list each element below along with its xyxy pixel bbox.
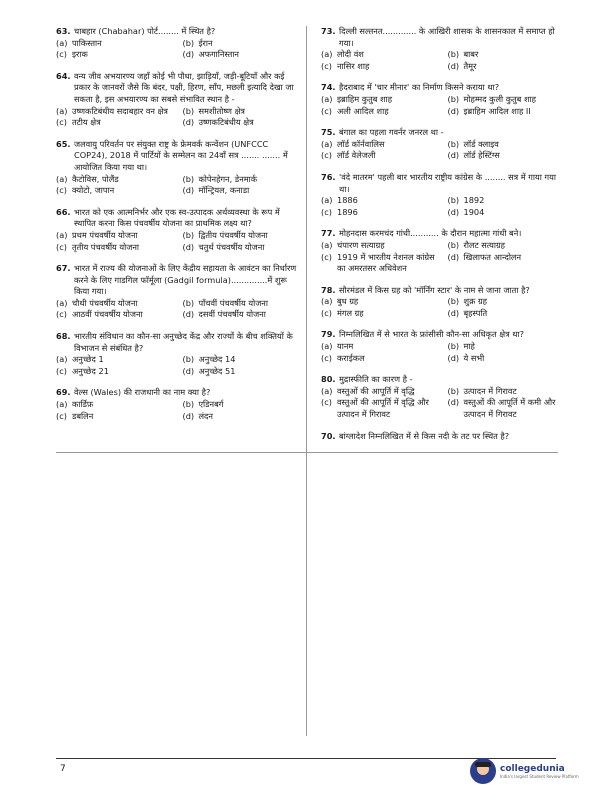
option-text: मंगल ग्रह: [337, 307, 364, 318]
option-letter: (b): [182, 229, 195, 240]
option-item: [448, 397, 569, 420]
option-text: 1919 में भारतीय नेशनल कांग्रेस का अमरतसर अधिवेशन: [337, 251, 435, 274]
option-letter: (b): [182, 297, 195, 308]
question-text: हैदराबाद में 'चार मीनार' का निर्माण किसने कराया था?: [339, 82, 500, 93]
option-letter: (a): [321, 385, 333, 396]
option-letter: (a): [56, 229, 68, 240]
question-text: निम्नलिखित में से भारत के फ्रांसीसी कौन-सा अधिकृत क्षेत्र था?: [339, 329, 524, 340]
option-item: [183, 309, 304, 321]
option-text: अनुच्छेद 1: [72, 354, 104, 365]
option-letter: (d): [182, 49, 195, 60]
option-letter: (c): [56, 309, 67, 320]
option-letter: (b): [447, 239, 460, 250]
option-text: बाबर: [463, 49, 479, 60]
options-grid: [321, 195, 568, 218]
option-text: शुक्र ग्रह: [463, 296, 487, 307]
option-text: चौथी पंचवर्षीय योजना: [72, 297, 138, 308]
options-grid: [321, 296, 568, 319]
question-text: दिल्ली सल्तनत............. के आखिरी शासक के शासनकाल में समाप्त हो गया।: [339, 26, 555, 48]
option-letter: (b): [447, 341, 460, 352]
question-number: 68.: [56, 331, 71, 342]
option-letter: (d): [447, 251, 460, 262]
option-letter: (a): [321, 341, 333, 352]
question-text: मुद्रास्फीति का कारण है -: [339, 374, 413, 385]
brand-tagline: India's largest Student Review Platform: [500, 773, 579, 779]
option-text: उष्णकटिबंधीय सदाबहार वन क्षेत्र: [72, 105, 168, 116]
option-text: लंदन: [198, 410, 213, 421]
option-letter: (d): [447, 307, 460, 318]
option-text: लोदी वंश: [337, 49, 364, 60]
option-text: अफगानिस्तान: [198, 49, 239, 60]
option-item: [321, 341, 442, 353]
question-text: चाबहार (Chabahar) पोर्ट........ में स्थित है?: [74, 26, 216, 36]
option-text: उष्णकटिबंधीय क्षेत्र: [198, 117, 254, 128]
option-letter: (c): [56, 241, 67, 252]
options-grid: [56, 38, 303, 61]
option-item: [56, 49, 177, 61]
option-text: उत्पादन में गिरावट: [463, 385, 517, 396]
question-page: [56, 26, 568, 756]
option-item: [56, 354, 177, 366]
option-letter: (b): [182, 399, 195, 410]
option-item: [321, 139, 442, 151]
option-text: इब्राहिम कुतुब शाह: [337, 93, 393, 104]
option-letter: (c): [321, 397, 332, 408]
option-item: [321, 94, 442, 106]
question-item: [321, 374, 568, 420]
option-letter: (a): [56, 105, 68, 116]
option-item: [321, 240, 442, 252]
option-text: पाकिस्तान: [72, 37, 102, 48]
question-text: मोहनदास करमचंद गांधी........... के दौरान महात्मा गांधी बने।: [339, 228, 522, 239]
option-letter: (b): [447, 195, 460, 206]
question-number: 75.: [321, 127, 336, 138]
option-item: [448, 150, 569, 162]
option-text: लॉर्ड वेलेजली: [337, 150, 376, 161]
option-text: दसवीं पंचवर्षीय योजना: [198, 309, 266, 320]
question-number: 63.: [56, 26, 71, 36]
option-letter: (d): [447, 397, 460, 408]
left-column: [56, 26, 303, 432]
option-item: [448, 341, 569, 353]
question-number: 80.: [321, 374, 336, 385]
option-item: [321, 308, 442, 320]
option-item: [183, 298, 304, 310]
option-item: [448, 195, 569, 207]
option-item: [183, 106, 304, 118]
question-item: [56, 26, 303, 61]
option-text: यानम: [337, 341, 354, 352]
option-letter: (a): [56, 354, 68, 365]
options-grid: [321, 386, 568, 421]
option-item: [56, 309, 177, 321]
option-item: [183, 185, 304, 197]
question-number: 67.: [56, 263, 71, 274]
brand-name: collegedunia: [500, 763, 565, 774]
option-letter: (a): [321, 239, 333, 250]
option-text: मॉन्ट्रियल, कनाडा: [198, 185, 250, 196]
option-item: [321, 252, 442, 275]
option-item: [448, 49, 569, 61]
option-text: रौलट सत्याग्रह: [463, 239, 505, 250]
option-letter: (b): [182, 105, 195, 116]
option-text: अनुच्छेद 51: [198, 365, 236, 376]
options-grid: [321, 341, 568, 364]
option-item: [183, 411, 304, 423]
option-item: [56, 366, 177, 378]
option-letter: (c): [321, 352, 332, 363]
option-letter: (d): [182, 309, 195, 320]
option-text: इब्राहिम आदिल शाह II: [463, 105, 531, 116]
question-text: 'वंदे मातरम' पहली बार भारतीय राष्ट्रीय कांग्रेस के ........ सत्र में गाया गया था।: [339, 171, 556, 194]
option-text: तटीय क्षेत्र: [72, 117, 101, 128]
option-text: लॉर्ड कॉर्नवालिस: [337, 138, 385, 149]
option-text: कार्डिफ़: [72, 399, 94, 410]
option-letter: (b): [447, 385, 460, 396]
option-letter: (d): [447, 150, 460, 161]
option-text: बृहस्पति: [463, 307, 488, 318]
question-text: भारत में राज्य की योजनाओं के लिए केंद्रीय सहायता के आवंटन का निर्धारण करने के लिए गाडगिल फॉर्मूला (Gadgil formula)..............में शुरू किया गया।: [74, 263, 297, 297]
question-item: [321, 127, 568, 162]
option-letter: (d): [182, 365, 195, 376]
option-letter: (b): [447, 49, 460, 60]
option-letter: (c): [56, 117, 67, 128]
option-letter: (d): [447, 206, 460, 217]
option-text: मोहम्मद कुली कुतुब शाह: [463, 93, 536, 104]
option-letter: (b): [182, 37, 195, 48]
option-text: अनुच्छेद 21: [72, 365, 109, 376]
question-text: भारतीय संविधान का कौन-सा अनुच्छेद केंद्र और राज्यों के बीच शक्तियों के विभाजन से संबंधित है?: [74, 331, 293, 353]
page-number: 7: [60, 764, 66, 774]
question-item: [56, 139, 303, 197]
option-letter: (c): [321, 206, 332, 217]
option-text: इराक: [72, 49, 88, 60]
right-column: [321, 26, 568, 452]
option-item: [56, 185, 177, 197]
option-item: [183, 399, 304, 411]
option-text: लॉर्ड क्लाइव: [463, 138, 499, 149]
option-letter: (c): [321, 105, 332, 116]
option-text: बुध ग्रह: [337, 296, 359, 307]
option-text: डबलिन: [72, 410, 94, 421]
option-item: [448, 296, 569, 308]
option-letter: (c): [321, 251, 332, 262]
option-item: [56, 38, 177, 50]
graduate-avatar-icon: [470, 758, 496, 784]
option-item: [448, 94, 569, 106]
option-letter: (c): [321, 60, 332, 71]
option-text: द्वितीय पंचवर्षीय योजना: [198, 229, 268, 240]
options-grid: [56, 230, 303, 253]
option-item: [56, 242, 177, 254]
option-text: अनुच्छेद 14: [198, 354, 236, 365]
option-text: ईरान: [198, 37, 213, 48]
option-item: [183, 117, 304, 129]
option-letter: (d): [182, 410, 195, 421]
option-item: [321, 49, 442, 61]
option-item: [56, 399, 177, 411]
option-item: [448, 353, 569, 365]
question-item: [56, 331, 303, 377]
question-text: भारत को एक आत्मनिर्भर और एक स्व-उत्पादक अर्थव्यवस्था के रूप में स्थापित करना किस पंचवर्षीय योजना का प्राथमिक लक्ष्य था?: [74, 206, 280, 229]
option-letter: (a): [56, 173, 68, 184]
option-item: [448, 207, 569, 219]
option-item: [56, 230, 177, 242]
option-letter: (d): [182, 185, 195, 196]
question-number: 69.: [56, 387, 71, 398]
brand-logo: [470, 758, 579, 784]
option-item: [321, 207, 442, 219]
option-letter: (c): [321, 150, 332, 161]
option-text: पाँचवीं पंचवर्षीय योजना: [198, 297, 268, 308]
option-item: [183, 38, 304, 50]
option-item: [56, 411, 177, 423]
option-letter: (a): [321, 49, 333, 60]
option-text: कराईकल: [337, 352, 365, 363]
options-grid: [321, 139, 568, 162]
question-text: सौरमंडल में किस ग्रह को 'मॉर्निंग स्टार' के नाम से जाना जाता है?: [339, 284, 530, 295]
option-letter: (c): [56, 49, 67, 60]
options-grid: [56, 354, 303, 377]
option-text: वस्तुओं की आपूर्ति में वृद्धि: [337, 385, 415, 396]
question-number: 64.: [56, 70, 71, 81]
option-letter: (a): [56, 297, 68, 308]
option-item: [183, 366, 304, 378]
option-letter: (a): [56, 399, 68, 410]
option-text: समशीतोष्ण क्षेत्र: [198, 105, 245, 116]
option-text: कोपेनहेगन, डेनमार्क: [198, 173, 258, 184]
section-divider: [56, 452, 558, 453]
question-number: 66.: [56, 206, 71, 217]
option-item: [56, 117, 177, 129]
question-text: जलवायु परिवर्तन पर संयुक्त राष्ट्र के फ्रेमवर्क कन्वेंशन (UNFCCC COP24), 2018 में पार्टियों के सम्मेलन का 24वाँ सत्र ....... ....... में आयोजित किया गया था।: [74, 138, 288, 172]
option-text: 1896: [337, 206, 358, 217]
option-text: 1886: [337, 195, 358, 206]
option-item: [321, 61, 442, 73]
option-item: [321, 195, 442, 207]
option-text: तैमूर: [463, 60, 477, 71]
option-text: चतुर्थ पंचवर्षीय योजना: [198, 241, 265, 252]
option-letter: (b): [447, 138, 460, 149]
option-text: कैटोविस, पोलैंड: [72, 173, 119, 184]
option-text: 1892: [463, 195, 485, 206]
option-text: ये सभी: [463, 352, 485, 363]
question-text: बंगाल का पहला गवर्नर जनरल था -: [339, 127, 444, 138]
option-item: [56, 298, 177, 310]
option-text: खिलाफत आन्दोलन: [463, 251, 522, 262]
question-number: 76.: [321, 171, 336, 182]
option-item: [321, 386, 442, 398]
option-item: [448, 308, 569, 320]
question-number: 78.: [321, 284, 336, 295]
option-text: नासिर शाह: [337, 60, 370, 71]
question-item: [56, 207, 303, 253]
option-letter: (c): [56, 410, 67, 421]
option-item: [183, 49, 304, 61]
question-item: [56, 263, 303, 321]
option-item: [448, 139, 569, 151]
option-letter: (c): [321, 307, 332, 318]
option-text: 1904: [463, 206, 485, 217]
option-letter: (a): [321, 138, 333, 149]
option-item: [183, 242, 304, 254]
option-item: [56, 106, 177, 118]
option-text: एडिनबर्ग: [198, 399, 224, 410]
option-item: [183, 174, 304, 186]
option-letter: (c): [56, 185, 67, 196]
option-item: [448, 386, 569, 398]
option-item: [183, 230, 304, 242]
option-text: वस्तुओं की आपूर्ति में वृद्धि और उत्पादन में गिरावट: [337, 397, 429, 420]
question-number: 74.: [321, 82, 336, 93]
option-letter: (b): [182, 173, 195, 184]
option-text: आठवीं पंचवर्षीय योजना: [72, 309, 143, 320]
column-divider: [306, 26, 307, 736]
option-text: वस्तुओं की आपूर्ति में कमी और उत्पादन में गिरावट: [463, 397, 556, 420]
question-number: 77.: [321, 228, 336, 239]
question-item: [321, 228, 568, 274]
question-item: [56, 387, 303, 422]
question-text: वन्य जीव अभयारण्य जहाँ कोई भी पौधा, झाड़ियाँ, जड़ी-बूटियाँ और कई प्रकार के जानवरों जैसे कि बंदर, पक्षी, हिरण, साँप, मछली इत्यादि देखा जा सकता है, इस अभयारण्य का सबसे संभावित स्थान है -: [74, 70, 294, 104]
option-letter: (d): [182, 241, 195, 252]
question-item: [321, 82, 568, 117]
question-item: [321, 26, 568, 72]
option-letter: (a): [321, 93, 333, 104]
option-letter: (b): [447, 93, 460, 104]
option-text: चंपारण सत्याग्रह: [337, 239, 385, 250]
question-item: [321, 172, 568, 218]
option-item: [321, 353, 442, 365]
question-number: 70.: [321, 430, 336, 441]
option-letter: (d): [182, 117, 195, 128]
options-grid: [56, 106, 303, 129]
option-text: अली आदिल शाह: [337, 105, 389, 116]
option-item: [321, 106, 442, 118]
option-text: तृतीय पंचवर्षीय योजना: [72, 241, 140, 252]
option-text: माहे: [463, 341, 475, 352]
option-item: [321, 150, 442, 162]
question-number: 65.: [56, 138, 71, 149]
options-grid: [56, 298, 303, 321]
options-grid: [56, 399, 303, 422]
option-item: [448, 61, 569, 73]
question-number: 79.: [321, 329, 336, 340]
options-grid: [321, 94, 568, 117]
options-grid: [321, 240, 568, 275]
option-letter: (d): [447, 352, 460, 363]
option-letter: (c): [56, 365, 67, 376]
question-number: 73.: [321, 26, 336, 36]
option-item: [448, 106, 569, 118]
option-item: [448, 252, 569, 275]
question-text: वेल्स (Wales) की राजधानी का नाम क्या है?: [74, 387, 211, 398]
option-letter: (d): [447, 105, 460, 116]
question-item: [56, 71, 303, 129]
option-letter: (d): [447, 60, 460, 71]
option-item: [448, 240, 569, 252]
option-text: क्योटो, जापान: [72, 185, 115, 196]
question-item: [321, 431, 568, 443]
question-item: [321, 285, 568, 320]
option-letter: (b): [182, 354, 195, 365]
option-item: [56, 174, 177, 186]
option-letter: (a): [321, 195, 333, 206]
options-grid: [321, 49, 568, 72]
options-grid: [56, 174, 303, 197]
question-item: [321, 329, 568, 364]
option-text: लॉर्ड हेस्टिंग्स: [463, 150, 500, 161]
option-letter: (b): [447, 296, 460, 307]
question-text: बांग्लादेश निम्नलिखित में से किस नदी के तट पर स्थित है?: [339, 430, 510, 441]
option-item: [321, 296, 442, 308]
option-item: [183, 354, 304, 366]
option-text: प्रथम पंचवर्षीय योजना: [72, 229, 138, 240]
option-letter: (a): [321, 296, 333, 307]
option-letter: (a): [56, 37, 68, 48]
option-item: [321, 397, 442, 420]
